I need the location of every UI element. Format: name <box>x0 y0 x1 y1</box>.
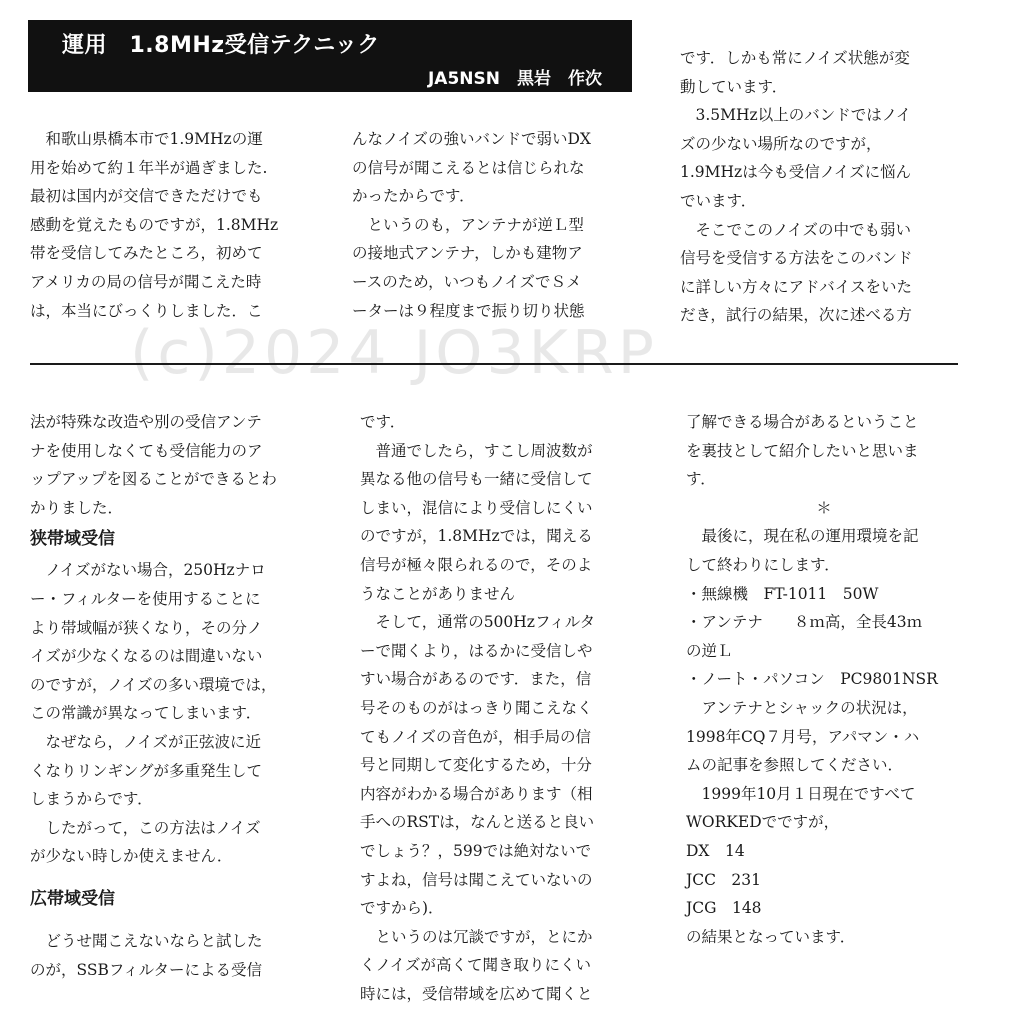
text-line: すい場合があるのです．また，信 <box>360 670 592 689</box>
text-line: の信号が聞こえるとは信じられな <box>352 158 585 177</box>
text-line: より帯域幅が狭くなり，その分ノ <box>30 618 263 637</box>
text-line: しまうからです． <box>30 790 153 809</box>
text-line: ムの記事を参照してください． <box>686 756 904 775</box>
text-line: というのは冗談ですが，とにか <box>360 927 593 946</box>
text-line: んなノイズの強いバンドで弱いDX <box>352 130 591 148</box>
section-separator: ＊ <box>816 498 832 517</box>
text-line: 3.5MHz以上のバンドではノイ <box>680 106 912 125</box>
text-line: ーターは９程度まで振り切り状態 <box>352 301 585 320</box>
text-line: JCC 231 <box>686 870 762 889</box>
text-line: 動しています． <box>680 77 788 96</box>
bottom-column-2 <box>360 408 595 1008</box>
text-line: す． <box>686 470 716 489</box>
text-line: 1998年CQ７月号，アパマン・ハ <box>686 727 920 746</box>
text-line: 号と同期して変化するため，十分 <box>360 756 592 775</box>
text-line: 最初は国内が交信できただけでも <box>30 187 263 206</box>
text-line: そして，通常の500Hzフィルタ <box>360 613 596 632</box>
text-line: 内容がわかる場合があります（相 <box>360 784 593 803</box>
text-line: すよね，信号は聞こえていないの <box>360 870 593 889</box>
bottom-column-1 <box>30 408 277 984</box>
text-line: 1999年10月１日現在ですべて <box>686 784 916 803</box>
text-line: アンテナとシャックの状況は， <box>686 698 918 717</box>
text-line: を裏技として紹介したいと思いま <box>686 441 919 460</box>
text-line: かったからです． <box>352 187 475 206</box>
text-line: 帯を受信してみたところ，初めて <box>30 244 263 263</box>
text-line: 普通でしたら，すこし周波数が <box>360 441 593 460</box>
text-line: 法が特殊な改造や別の受信アンテ <box>30 413 262 431</box>
text-line: ナを使用しなくても受信能力のア <box>30 441 263 460</box>
article-author: JA5NSN 黒岩 作次 <box>427 69 602 89</box>
text-line: どうせ聞こえないならと試した <box>30 931 263 950</box>
text-line: ースのため，いつもノイズでＳメ <box>352 272 582 291</box>
heading-wideband: 広帯域受信 <box>30 888 115 909</box>
text-line: そこでこのノイズの中でも弱い <box>680 220 911 239</box>
text-line: です． <box>360 413 406 431</box>
text-line: というのも，アンテナが逆Ｌ型 <box>352 215 584 234</box>
text-line: でいます． <box>680 191 757 210</box>
text-line: 信号が極々限られるので，そのよ <box>360 555 593 574</box>
text-line: 号そのものがはっきり聞こえなく <box>360 698 593 717</box>
text-line: の接地式アンテナ，しかも建物ア <box>352 244 583 263</box>
text-line: てもノイズの音色が，相手局の信 <box>360 727 591 746</box>
text-line: です．しかも常にノイズ状態が変 <box>680 49 910 67</box>
text-line: 了解できる場合があるということ <box>686 413 919 431</box>
intro-paragraph <box>30 408 277 522</box>
text-line: に詳しい方々にアドバイスをいた <box>680 277 913 296</box>
text-line: 異なる他の信号も一緒に受信して <box>360 470 593 489</box>
text-line: 時には，受信帯域を広めて聞くと <box>360 984 593 1003</box>
text-line: くノイズが高くて聞き取りにくい <box>360 956 591 975</box>
text-line: 信号を受信する方法をこのバンド <box>680 249 913 268</box>
text-line: が少ない時しか使えません． <box>30 847 233 866</box>
wideband-paragraph <box>30 927 277 984</box>
heading-narrowband: 狭帯域受信 <box>30 529 115 550</box>
text-line: 和歌山県橋本市で1.9MHzの運 <box>30 130 263 148</box>
top-column-3 <box>680 44 913 330</box>
text-line: のが，SSBフィルターによる受信 <box>30 960 262 979</box>
text-line: くなりリンギングが多重発生して <box>30 761 263 780</box>
title-banner <box>28 20 632 92</box>
text-line: 1.9MHzは今も受信ノイズに悩ん <box>680 163 912 182</box>
text-line: だき，試行の結果，次に述べる方 <box>680 306 912 325</box>
text-line: うなことがありません <box>360 584 516 603</box>
text-line: でしょう？，599では絶対ないで <box>360 841 592 860</box>
top-column-1 <box>30 125 278 325</box>
text-line: しまい，混信により受信しにくい <box>360 498 593 517</box>
text-line: イズが少なくなるのは間違いない <box>30 647 263 666</box>
section-divider <box>30 363 958 365</box>
text-line: ップアップを図ることができるとわ <box>30 470 277 489</box>
text-line: DX 14 <box>686 841 745 860</box>
technique-paragraph <box>686 408 962 494</box>
text-line: の逆Ｌ <box>686 641 733 660</box>
article-title: 運用 1.8MHz受信テクニック <box>62 33 380 58</box>
text-line: のですが，1.8MHzでは，聞える <box>360 527 593 546</box>
text-line: は，本当にびっくりしました．こ <box>30 301 263 320</box>
text-line: WORKEDでですが， <box>686 813 840 832</box>
text-line: 感動を覚えたものですが，1.8MHz <box>30 215 279 234</box>
text-line: ・アンテナ ８ｍ高，全長43ｍ <box>686 613 923 632</box>
environment-paragraph <box>686 522 962 951</box>
text-line: ・ノート・パソコン PC9801NSR <box>686 670 938 689</box>
text-line: 用を始めて約１年半が過ぎました. <box>30 158 268 177</box>
top-column-2 <box>352 125 591 325</box>
text-line: 手へのRSTは，なんと送ると良い <box>360 813 595 832</box>
text-line: 最後に，現在私の運用環境を記 <box>686 527 919 546</box>
text-line: なぜなら，ノイズが正弦波に近 <box>30 732 261 751</box>
text-line: アメリカの局の信号が聞こえた時 <box>30 272 262 291</box>
text-line: して終わりにします． <box>686 555 840 574</box>
text-line: の結果となっています． <box>686 927 856 946</box>
copyright-watermark: (c)2024 JO3KRP <box>130 318 658 388</box>
text-line: のですが，ノイズの多い環境では， <box>30 675 277 694</box>
text-line: ーで聞くより，はるかに受信しや <box>360 641 593 660</box>
text-line: この常識が異なってしまいます． <box>30 704 262 723</box>
text-line: ズの少ない場所なのですが， <box>680 134 882 153</box>
text-line: ですから)． <box>360 899 444 918</box>
text-line: ・無線機 FT-1011 50W <box>686 584 879 603</box>
narrowband-paragraph <box>30 556 277 871</box>
text-line: したがって，この方法はノイズ <box>30 818 261 837</box>
text-line: かりました． <box>30 498 124 517</box>
text-line: ー・フィルターを使用することに <box>30 589 261 608</box>
text-line: ノイズがない場合，250Hzナロ <box>30 561 266 580</box>
text-line: JCG 148 <box>686 899 762 918</box>
bottom-column-3 <box>686 408 962 951</box>
